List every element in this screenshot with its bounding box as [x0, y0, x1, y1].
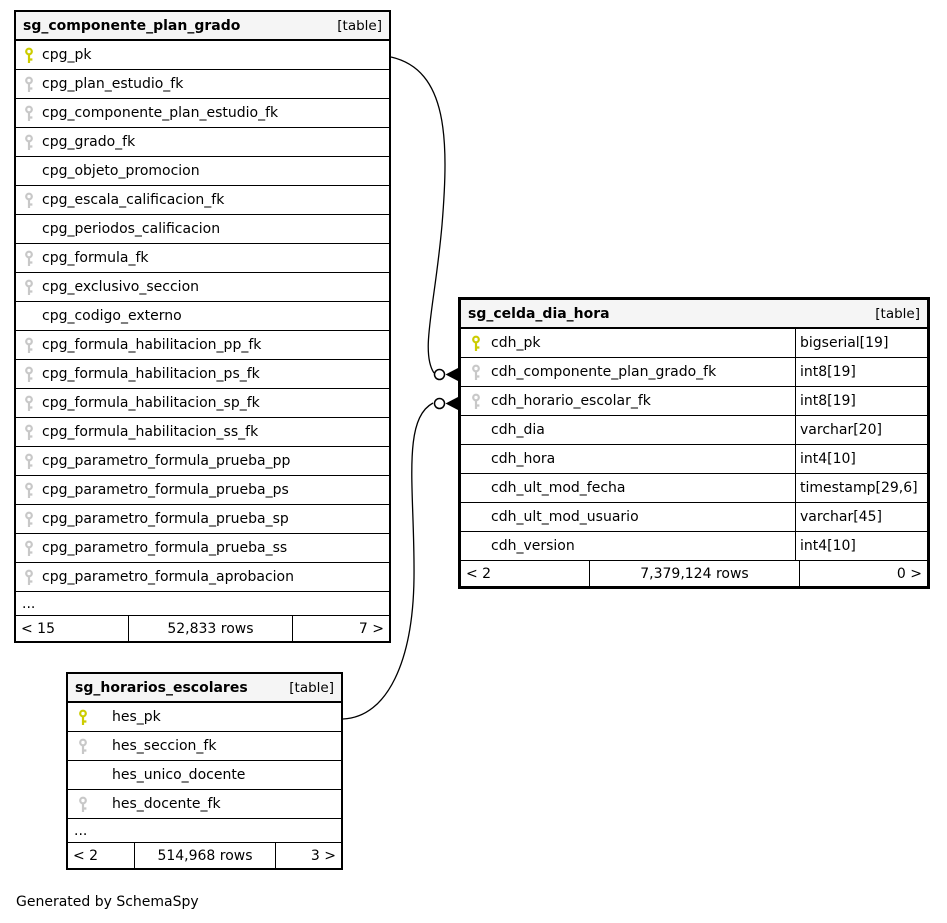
column-row-cdh_ult_mod_fecha — [461, 474, 927, 503]
column-row-cpg_parametro_formula_prueba_ps — [16, 476, 389, 505]
column-type: varchar[45] — [795, 503, 927, 531]
column-name: cdh_pk — [491, 335, 541, 351]
table-name[interactable]: sg_componente_plan_grado — [23, 17, 241, 34]
column-name: cdh_horario_escolar_fk — [491, 393, 651, 409]
outgoing-degree[interactable]: 0 > — [799, 561, 927, 586]
column-row-hes_unico_docente — [68, 761, 341, 790]
foreign-key-icon — [16, 105, 42, 122]
column-row-cpg_escala_calificacion_fk — [16, 186, 389, 215]
incoming-degree[interactable]: < 2 — [73, 847, 99, 864]
column-name: cdh_ult_mod_usuario — [491, 509, 639, 525]
column-name: hes_pk — [112, 709, 161, 725]
foreign-key-icon — [68, 738, 112, 755]
incoming-degree[interactable]: < 15 — [21, 620, 55, 637]
column-row-hes_pk — [68, 703, 341, 732]
column-rows — [68, 703, 341, 819]
generated-by-note: Generated by SchemaSpy — [16, 894, 199, 910]
column-row-cdh_horario_escolar_fk — [461, 387, 927, 416]
row-count: 7,379,124 rows — [589, 561, 799, 586]
column-row-cpg_componente_plan_estudio_fk — [16, 99, 389, 128]
column-name: cdh_componente_plan_grado_fk — [491, 364, 717, 380]
ellipsis-row: ... — [16, 592, 389, 616]
column-name: cdh_hora — [491, 451, 556, 467]
table-type-tag: [table] — [875, 305, 920, 322]
primary-key-icon — [461, 335, 491, 352]
column-type: bigserial[19] — [795, 329, 927, 357]
column-name: cpg_escala_calificacion_fk — [42, 192, 225, 208]
table-footer — [461, 561, 927, 586]
column-row-cpg_objeto_promocion — [16, 157, 389, 186]
foreign-key-icon — [461, 364, 491, 381]
table-node-sg-horarios-escolares — [66, 672, 343, 870]
column-type: int4[10] — [795, 445, 927, 473]
column-name: cpg_formula_habilitacion_pp_fk — [42, 337, 262, 353]
column-name: cpg_codigo_externo — [42, 308, 182, 324]
table-footer — [16, 616, 389, 641]
table-header[interactable] — [68, 674, 341, 703]
column-name: hes_unico_docente — [112, 767, 246, 783]
edge-arrowhead-1 — [446, 368, 459, 381]
incoming-degree[interactable]: < 2 — [466, 565, 492, 582]
column-row-cpg_exclusivo_seccion — [16, 273, 389, 302]
primary-key-icon — [16, 47, 42, 64]
foreign-key-icon — [16, 134, 42, 151]
foreign-key-icon — [16, 569, 42, 586]
edge-odot-2 — [435, 399, 445, 409]
column-name: cpg_periodos_calificacion — [42, 221, 221, 237]
ellipsis-row: ... — [68, 819, 341, 843]
foreign-key-icon — [16, 192, 42, 209]
column-name: cpg_plan_estudio_fk — [42, 76, 184, 92]
table-node-sg-celda-dia-hora — [458, 297, 930, 589]
column-name: cpg_formula_habilitacion_ps_fk — [42, 366, 260, 382]
table-header[interactable] — [461, 300, 927, 329]
column-name: hes_docente_fk — [112, 796, 221, 812]
column-row-cdh_dia — [461, 416, 927, 445]
foreign-key-icon — [16, 511, 42, 528]
column-row-cpg_plan_estudio_fk — [16, 70, 389, 99]
column-row-cpg_formula_habilitacion_ss_fk — [16, 418, 389, 447]
row-count: 514,968 rows — [134, 843, 276, 868]
column-row-cpg_parametro_formula_aprobacion — [16, 563, 389, 592]
column-row-cpg_formula_habilitacion_pp_fk — [16, 331, 389, 360]
column-type: int4[10] — [795, 532, 927, 560]
table-name[interactable]: sg_celda_dia_hora — [468, 305, 610, 322]
column-name: cpg_grado_fk — [42, 134, 136, 150]
column-row-cdh_hora — [461, 445, 927, 474]
foreign-key-icon — [16, 453, 42, 470]
column-row-cdh_ult_mod_usuario — [461, 503, 927, 532]
column-row-hes_seccion_fk — [68, 732, 341, 761]
column-name: cdh_ult_mod_fecha — [491, 480, 626, 496]
foreign-key-icon — [16, 540, 42, 557]
foreign-key-icon — [16, 279, 42, 296]
column-name: cpg_parametro_formula_prueba_ss — [42, 540, 288, 556]
column-row-cpg_grado_fk — [16, 128, 389, 157]
foreign-key-icon — [16, 337, 42, 354]
outgoing-degree[interactable]: 7 > — [292, 616, 389, 641]
foreign-key-icon — [16, 250, 42, 267]
table-header[interactable] — [16, 12, 389, 41]
column-row-cpg_formula_habilitacion_sp_fk — [16, 389, 389, 418]
column-row-cpg_parametro_formula_prueba_ss — [16, 534, 389, 563]
table-node-sg-componente-plan-grado — [14, 10, 391, 643]
column-name: cpg_exclusivo_seccion — [42, 279, 200, 295]
column-row-cdh_version — [461, 532, 927, 561]
outgoing-degree[interactable]: 3 > — [275, 843, 341, 868]
table-footer — [68, 843, 341, 868]
column-name: hes_seccion_fk — [112, 738, 217, 754]
column-type: int8[19] — [795, 387, 927, 415]
edge-odot-1 — [435, 370, 445, 380]
column-type: int8[19] — [795, 358, 927, 386]
column-name: cpg_formula_habilitacion_ss_fk — [42, 424, 259, 440]
column-type: varchar[20] — [795, 416, 927, 444]
foreign-key-icon — [16, 482, 42, 499]
column-name: cpg_pk — [42, 47, 92, 63]
edge-arrowhead-2 — [446, 397, 459, 410]
foreign-key-icon — [16, 395, 42, 412]
foreign-key-icon — [16, 366, 42, 383]
column-name: cpg_formula_fk — [42, 250, 149, 266]
foreign-key-icon — [16, 424, 42, 441]
column-row-cpg_parametro_formula_prueba_sp — [16, 505, 389, 534]
column-row-cpg_codigo_externo — [16, 302, 389, 331]
foreign-key-icon — [16, 76, 42, 93]
column-type: timestamp[29,6] — [795, 474, 927, 502]
column-name: cpg_parametro_formula_aprobacion — [42, 569, 294, 585]
column-name: cpg_parametro_formula_prueba_sp — [42, 511, 289, 527]
primary-key-icon — [68, 709, 112, 726]
foreign-key-icon — [461, 393, 491, 410]
row-count: 52,833 rows — [128, 616, 292, 641]
column-name: cpg_objeto_promocion — [42, 163, 200, 179]
column-name: cpg_formula_habilitacion_sp_fk — [42, 395, 260, 411]
column-name: cpg_componente_plan_estudio_fk — [42, 105, 279, 121]
column-name: cdh_version — [491, 538, 575, 554]
table-type-tag: [table] — [289, 679, 334, 696]
table-name[interactable]: sg_horarios_escolares — [75, 679, 248, 696]
column-rows — [461, 329, 927, 561]
column-row-cpg_pk — [16, 41, 389, 70]
column-row-cpg_periodos_calificacion — [16, 215, 389, 244]
edge-cpg-pk-to-cdh-componente-plan-grado-fk — [391, 57, 445, 373]
column-name: cdh_dia — [491, 422, 545, 438]
column-row-cdh_componente_plan_grado_fk — [461, 358, 927, 387]
table-type-tag: [table] — [337, 17, 382, 34]
column-rows — [16, 41, 389, 592]
foreign-key-icon — [68, 796, 112, 813]
column-row-cpg_formula_fk — [16, 244, 389, 273]
column-name: cpg_parametro_formula_prueba_pp — [42, 453, 291, 469]
column-name: cpg_parametro_formula_prueba_ps — [42, 482, 289, 498]
column-row-cdh_pk — [461, 329, 927, 358]
column-row-hes_docente_fk — [68, 790, 341, 819]
column-row-cpg_parametro_formula_prueba_pp — [16, 447, 389, 476]
column-row-cpg_formula_habilitacion_ps_fk — [16, 360, 389, 389]
